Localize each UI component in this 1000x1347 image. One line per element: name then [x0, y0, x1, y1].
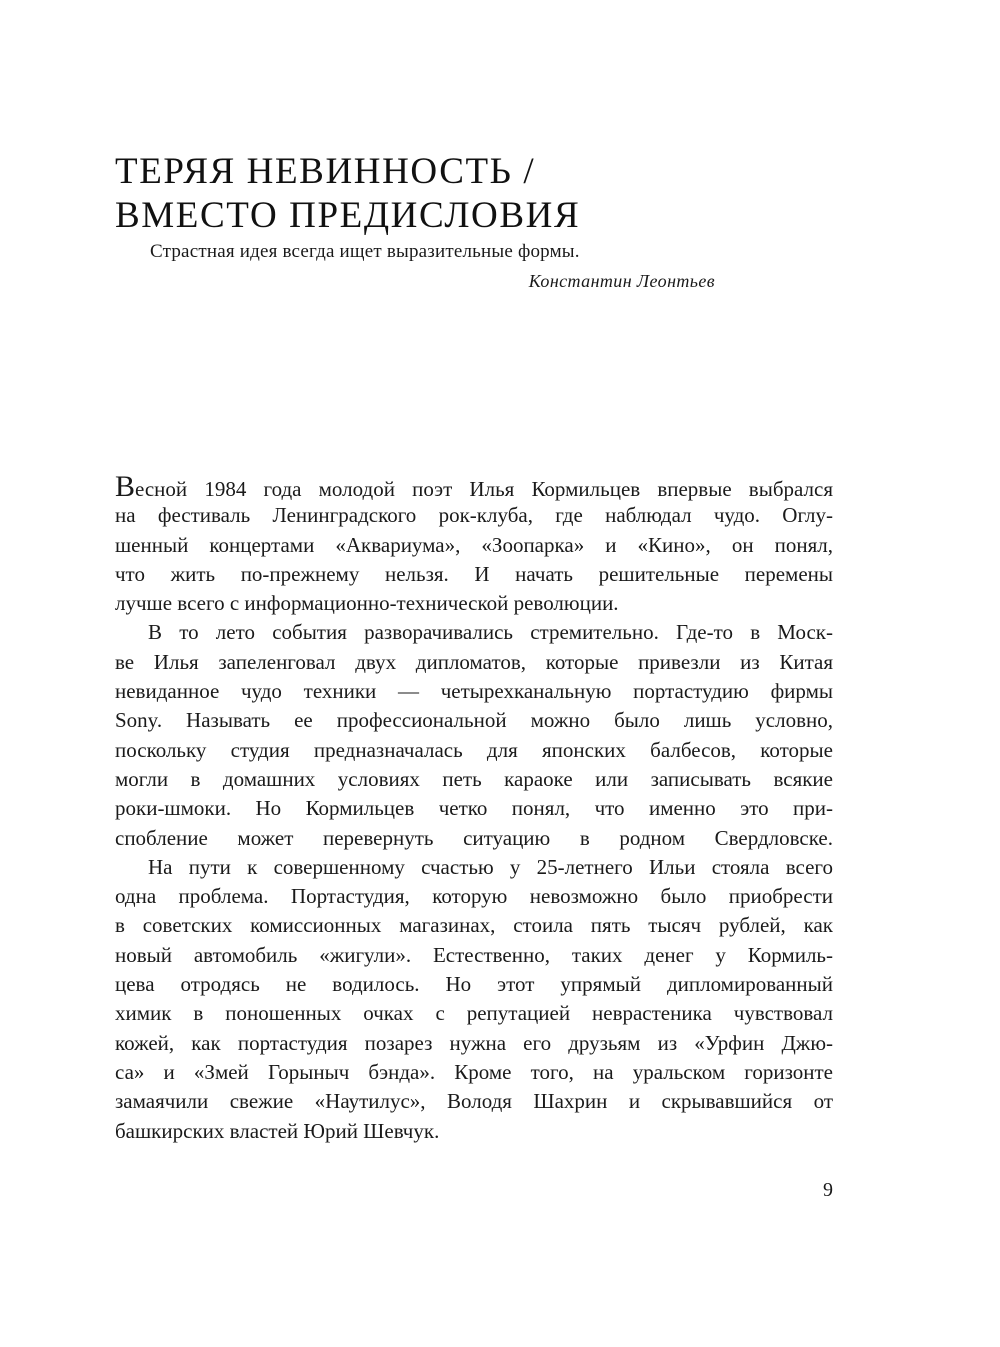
paragraph-line: В то лето события разворачивались стремительно. Где-то в Моск-: [148, 620, 833, 645]
paragraph-line: Sony. Называть ее профессиональной можно было лишь условно,: [115, 708, 833, 733]
initial-letter: В: [115, 470, 136, 503]
paragraph-line: одна проблема. Портастудия, которую невозможно было приобрести: [115, 884, 833, 909]
paragraph-line: ве Илья запеленговал двух дипломатов, которые привезли из Китая: [115, 649, 833, 674]
paragraph-line: лучше всего с информационно-технической революции.: [115, 591, 619, 616]
epigraph-quote: Страстная идея всегда ищет выразительные формы.: [150, 241, 580, 262]
paragraph: [115, 472, 833, 618]
paragraph-line: на фестиваль Ленинградского рок-клуба, где наблюдал чудо. Оглу-: [115, 503, 833, 528]
paragraph-line: в советских комиссионных магазинах, стоила пять тысяч рублей, как: [115, 913, 833, 938]
epigraph: [150, 238, 715, 296]
chapter-body: [115, 472, 833, 1146]
paragraph-line: кожей, как портастудия позарез нужна его друзьям из «Урфин Джю-: [115, 1030, 833, 1055]
paragraph-line: что жить по-прежнему нельзя. И начать решительные перемены: [115, 561, 833, 586]
paragraph-line: спобление может перевернуть ситуацию в родном Свердловске.: [115, 825, 833, 850]
paragraph-line: шенный концертами «Аквариума», «Зоопарка» и «Кино», он понял,: [115, 532, 833, 557]
paragraph: [115, 853, 833, 1146]
epigraph-author: Константин Леонтьев: [528, 271, 715, 291]
paragraph-line: роки-шмоки. Но Кормильцев четко понял, что именно это при-: [115, 796, 833, 821]
chapter-title: [115, 150, 875, 238]
line-text: есной 1984 года молодой поэт Илья Кормильцев впервые выбрался: [135, 477, 833, 501]
paragraph-line: цева отродясь не водилось. Но этот упрямый дипломированный: [115, 972, 833, 997]
paragraph-line: На пути к совершенному счастью у 25-летнего Ильи стояла всего: [148, 854, 833, 879]
paragraph-line: могли в домашних условиях петь караоке или записывать всякие: [115, 766, 833, 791]
paragraph: [115, 618, 833, 852]
paragraph-line: са» и «Змей Горыныч бэнда». Кроме того, на уральском горизонте: [115, 1059, 833, 1084]
paragraph-line: замаячили свежие «Наутилус», Володя Шахрин и скрывавшийся от: [115, 1089, 833, 1114]
paragraph-line: [115, 472, 833, 501]
paragraph-line: поскольку студия предназначалась для японских балбесов, которые: [115, 737, 833, 762]
paragraph-line: башкирских властей Юрий Шевчук.: [115, 1118, 440, 1143]
chapter-title-line: ВМЕСТО ПРЕДИСЛОВИЯ: [115, 195, 581, 236]
paragraph-line: невиданное чудо техники — четырехканальную портастудию фирмы: [115, 679, 833, 704]
paragraph-line: новый автомобиль «жигули». Естественно, таких денег у Кормиль-: [115, 942, 833, 967]
paragraph-line: химик в поношенных очках с репутацией неврастеника чувствовал: [115, 1001, 833, 1026]
page-number: 9: [823, 1179, 833, 1201]
chapter-title-line: ТЕРЯЯ НЕВИННОСТЬ /: [115, 151, 536, 192]
